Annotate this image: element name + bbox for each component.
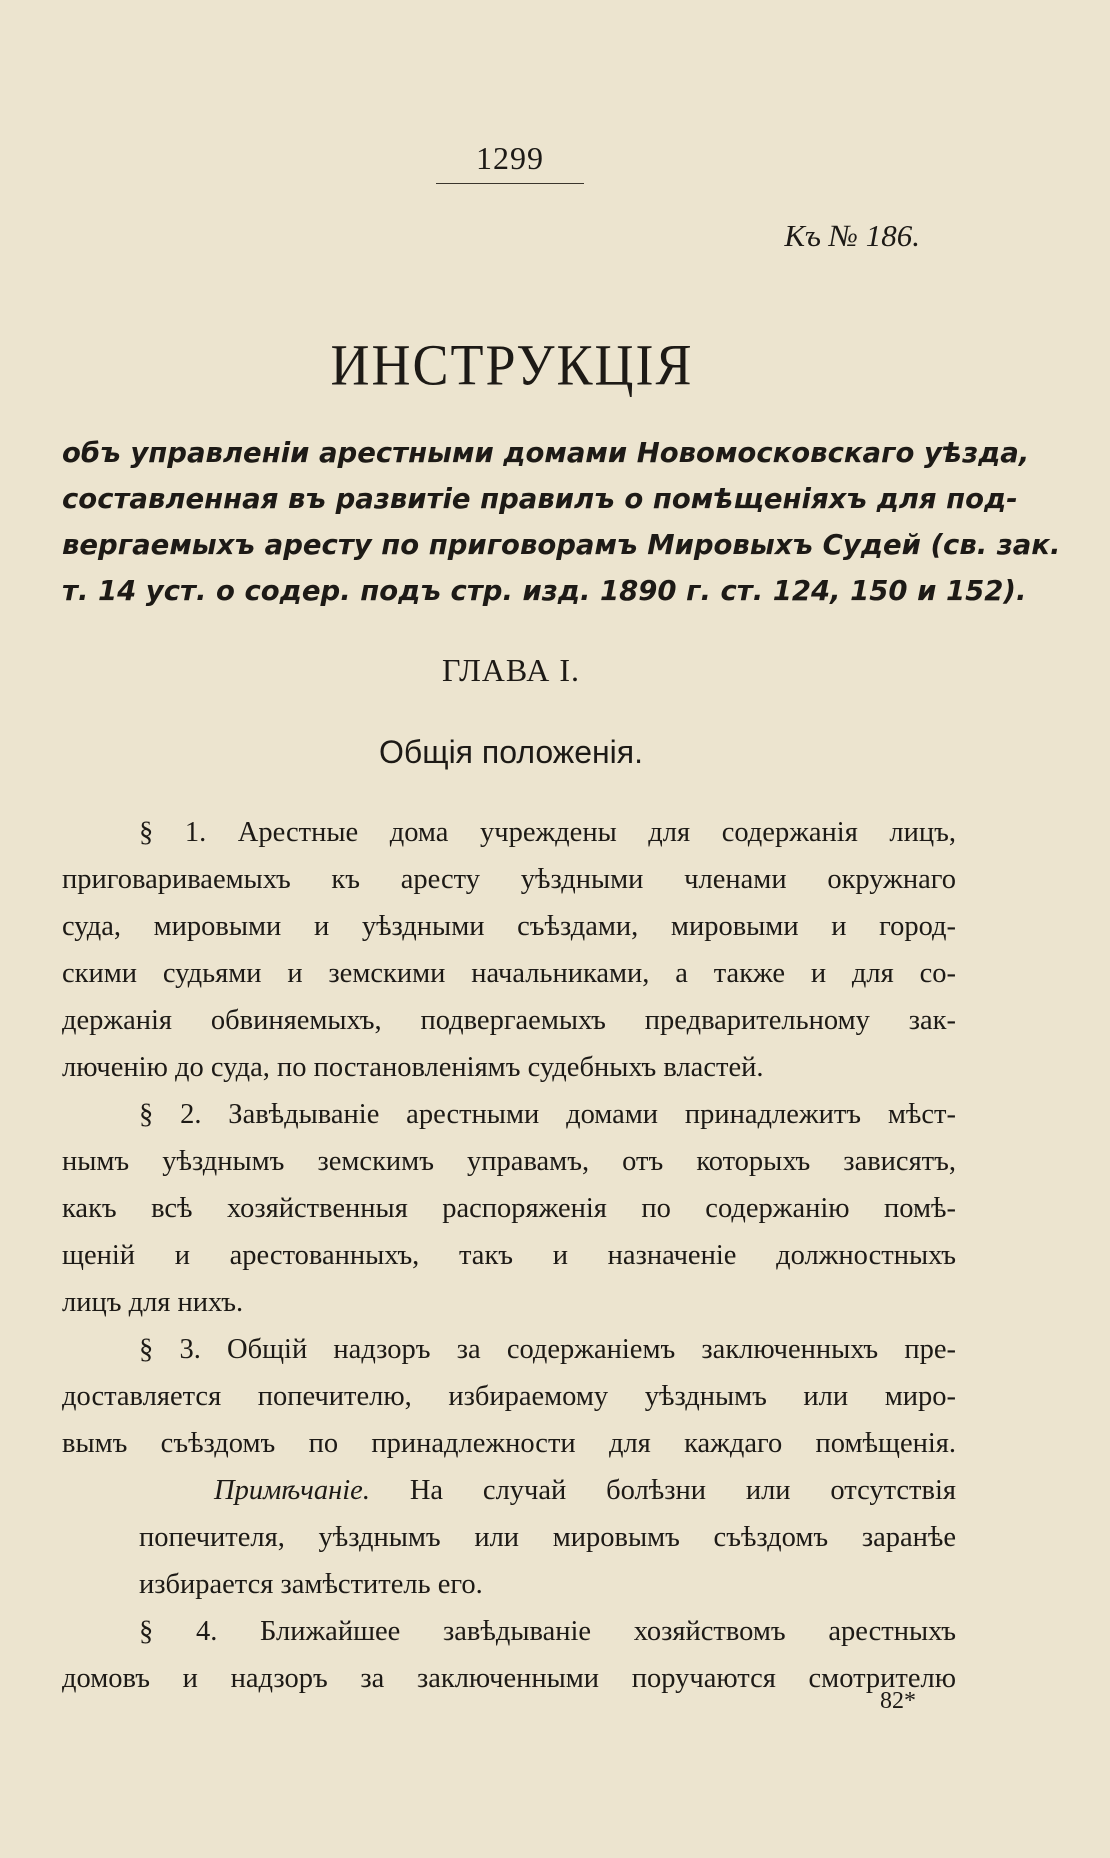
note-line: попечителя, уѣзднымъ или мировымъ съѣздомъ заранѣе [139,1522,956,1553]
note-line [62,1467,956,1514]
note-text: На случай болѣзни или отсутствія [409,1475,956,1506]
subtitle-line: составленная въ развитіе правилъ о помѣщеніяхъ для под- [62,483,1018,515]
paragraph-line: доставляется попечителю, избираемому уѣзднымъ или миро- [62,1381,956,1412]
subtitle-line: вергаемыхъ аресту по приговорамъ Мировыхъ Судей (св. зак. [62,529,1061,561]
paragraph-line: люченію до суда, по постановленіямъ судебныхъ властей. [62,1052,764,1083]
chapter-heading: ГЛАВА I. [442,652,580,688]
document-subtitle [62,430,1061,614]
section-heading: Общія положенія. [379,734,643,770]
paragraph-line: суда, мировыми и уѣздными съѣздами, мировыми и город- [62,911,956,942]
document-title: ИНСТРУКЦІЯ [330,332,694,398]
paragraph-line: § 4. Ближайшее завѣдываніе хозяйствомъ арестныхъ [139,1616,956,1647]
paragraph-line: скими судьями и земскими начальниками, а также и для со- [62,958,956,989]
note-line: избирается замѣститель его. [139,1569,483,1600]
paragraph-line: щеній и арестованныхъ, такъ и назначеніе должностныхъ [62,1240,956,1271]
signature-mark: 82* [880,1688,916,1714]
paragraph-line: § 2. Завѣдываніе арестными домами принадлежитъ мѣст- [139,1099,956,1130]
paragraph-line: держанія обвиняемыхъ, подвергаемыхъ предварительному зак- [62,1005,956,1036]
body-text [62,809,956,1702]
paragraph-line: вымъ съѣздомъ по принадлежности для каждаго помѣщенія. [62,1428,956,1459]
paragraph-line: какъ всѣ хозяйственныя распоряженія по содержанію помѣ- [62,1193,956,1224]
subtitle-line: т. 14 уст. о содер. подъ стр. изд. 1890 г. ст. 124, 150 и 152). [62,575,1027,607]
page-number-rule [436,183,584,184]
paragraph-line: приговариваемыхъ къ аресту уѣздными членами окружнаго [62,864,956,895]
reference-number: Къ № 186. [784,218,920,253]
paragraph-line: домовъ и надзоръ за заключенными поручаются смотрителю [62,1663,956,1694]
paragraph-line: § 3. Общій надзоръ за содержаніемъ заключенныхъ пре- [139,1334,956,1365]
paragraph-line: лицъ для нихъ. [62,1287,244,1318]
subtitle-line: объ управленіи арестными домами Новомосковскаго уѣзда, [62,437,1030,469]
note-label: Примѣчаніе. [214,1475,370,1506]
paragraph-line: § 1. Арестные дома учреждены для содержанія лицъ, [139,817,956,848]
page-number: 1299 [476,140,544,176]
paragraph-line: нымъ уѣзднымъ земскимъ управамъ, отъ которыхъ зависятъ, [62,1146,956,1177]
